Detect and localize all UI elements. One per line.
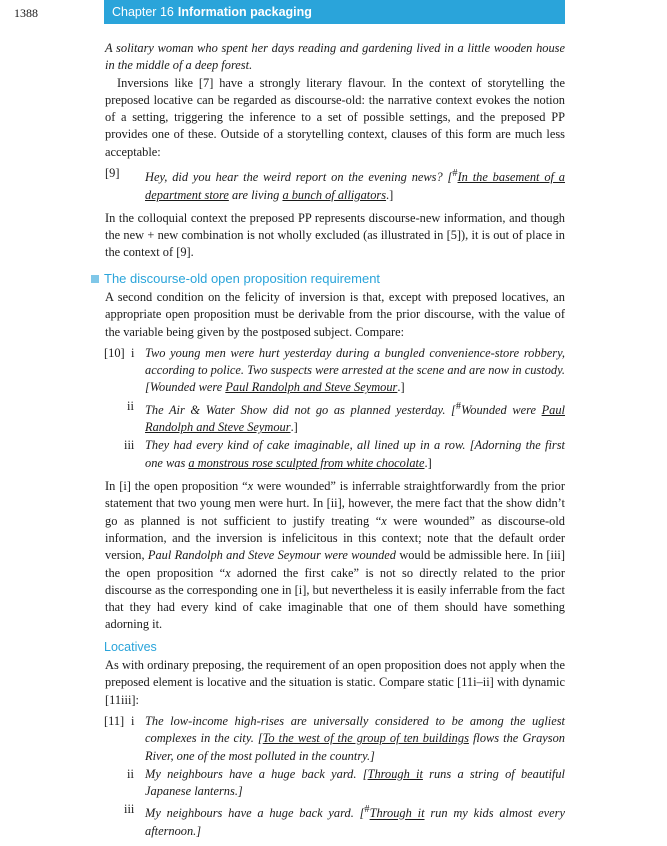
subsection-title: Locatives xyxy=(104,639,157,654)
example-number: [11] xyxy=(104,713,125,728)
example-10-iii: iii They had every kind of cake imaginable, all lined up in a row. [Adorning the first one was a monstrous rose sculpted from white chocolate.] xyxy=(124,438,565,470)
example-subnumber: ii xyxy=(127,766,134,781)
postposed-subject: Paul Randolph and Steve Seymour xyxy=(225,380,398,395)
chapter-label: Chapter 16 xyxy=(112,5,174,19)
preposed-locative: Through it xyxy=(367,766,423,781)
example-subnumber: iii xyxy=(124,438,135,453)
paragraph-inversions: Inversions like [7] have a strongly literary flavour. In the context of storytelling the preposed locative can be regarded as discourse-old: the narrative context evokes the notion of a setting, triggering the inference to a set of possible settings, and the preposed PP provides one of these. Outside of a storytelling context, clauses of this form are much less acceptable: xyxy=(105,75,565,159)
postposed-subject: a monstrous rose sculpted from white chocolate xyxy=(188,455,425,470)
intro-example-text: A solitary woman who spent her days reading and gardening lived in a little wooden house in the middle of a deep forest. xyxy=(105,41,565,73)
example-number: [9] xyxy=(105,166,120,181)
example-10 xyxy=(105,345,565,472)
example-subnumber: ii xyxy=(127,398,134,413)
infelicity-mark: # xyxy=(364,804,370,816)
example-number: [10] xyxy=(104,345,125,360)
example-10-i: [10] i Two young men were hurt yesterday during a bungled convenience-store robbery, according to police. Two suspects were arrested at the scene and are now in custody. [Wounded were Paul Randolph and Steve Seymour.] xyxy=(104,345,565,395)
infelicity-mark: # xyxy=(455,400,462,412)
paragraph-second-condition: A second condition on the felicity of inversion is that, except with preposed locatives, an appropriate open proposition must be derivable from the prior discourse, with the value of the variable being given by the postposed subject. Compare: xyxy=(105,289,565,339)
example-11 xyxy=(105,713,565,840)
infelicity-mark: # xyxy=(452,168,458,180)
section-title: The discourse-old open proposition requirement xyxy=(104,270,381,286)
paragraph-analysis: In [i] the open proposition “x were wounded” is inferrable straightforwardly from the prior statement that two young men were hurt. In [ii], however, the mere fact that the show didn’t go as planned is not sufficient to justify treating “x were wounded” as discourse-old information, and the inversion is infelicitous in this context; note that the default order version, Paul Randolph and Steve Seymour were wounded would be admissible here. In [iii] the open proposition “x adorned the first cake” is not so directly related to the prior discourse as the corresponding one in [i], but nevertheless it is easily inferrable from the fact that they had every kind of cake imaginable that one of them should have something adorning it. xyxy=(105,479,566,632)
section-heading xyxy=(104,270,565,287)
example-9: [9] Hey, did you hear the weird report on the evening news? [#In the basement of a department store are living a bunch of alligators.] xyxy=(105,166,565,202)
chapter-title: Information packaging xyxy=(177,5,312,19)
default-order-version: Paul Randolph and Steve Seymour were wounded xyxy=(147,548,396,563)
preposed-locative: To the west of the group of ten buildings xyxy=(262,731,469,746)
example-subnumber: iii xyxy=(124,802,135,817)
page-body xyxy=(105,40,565,846)
example-10-ii: ii The Air & Water Show did not go as planned yesterday. [#Wounded were Paul Randolph and Steve Seymour.] xyxy=(127,398,565,435)
example-subnumber: i xyxy=(131,713,135,728)
example-11-iii: iii My neighbours have a huge back yard. [#Through it run my kids almost every afternoon.] xyxy=(124,802,565,838)
paragraph-colloquial: In the colloquial context the preposed PP represents discourse-new information, and though the new + new combination is not wholly excluded (as illustrated in [5]), it is out of place in the context of [9]. xyxy=(105,210,565,260)
example-11-i: [11] i The low-income high-rises are universally considered to be among the ugliest complexes in the city. [To the west of the group of ten buildings flows the Grayson River, one of the most polluted in the country.] xyxy=(104,713,566,763)
chapter-header xyxy=(104,0,565,24)
preposed-locative: Through it xyxy=(369,806,425,821)
section-bullet-icon xyxy=(91,275,99,283)
preposed-pp: In the basement of a department store xyxy=(145,170,565,202)
example-subnumber: i xyxy=(131,345,135,360)
postposed-subject: Paul Randolph and Steve Seymour xyxy=(145,402,565,435)
example-11-ii: ii My neighbours have a huge back yard. [Through it runs a string of beautiful Japanese lanterns.] xyxy=(127,766,565,799)
postposed-subject: a bunch of alligators xyxy=(282,187,387,202)
paragraph-locatives: As with ordinary preposing, the requirement of an open proposition does not apply when the preposed element is locative and the situation is static. Compare static [11i–ii] with dynamic [11iii]: xyxy=(105,658,565,707)
page-number: 1388 xyxy=(14,6,38,20)
